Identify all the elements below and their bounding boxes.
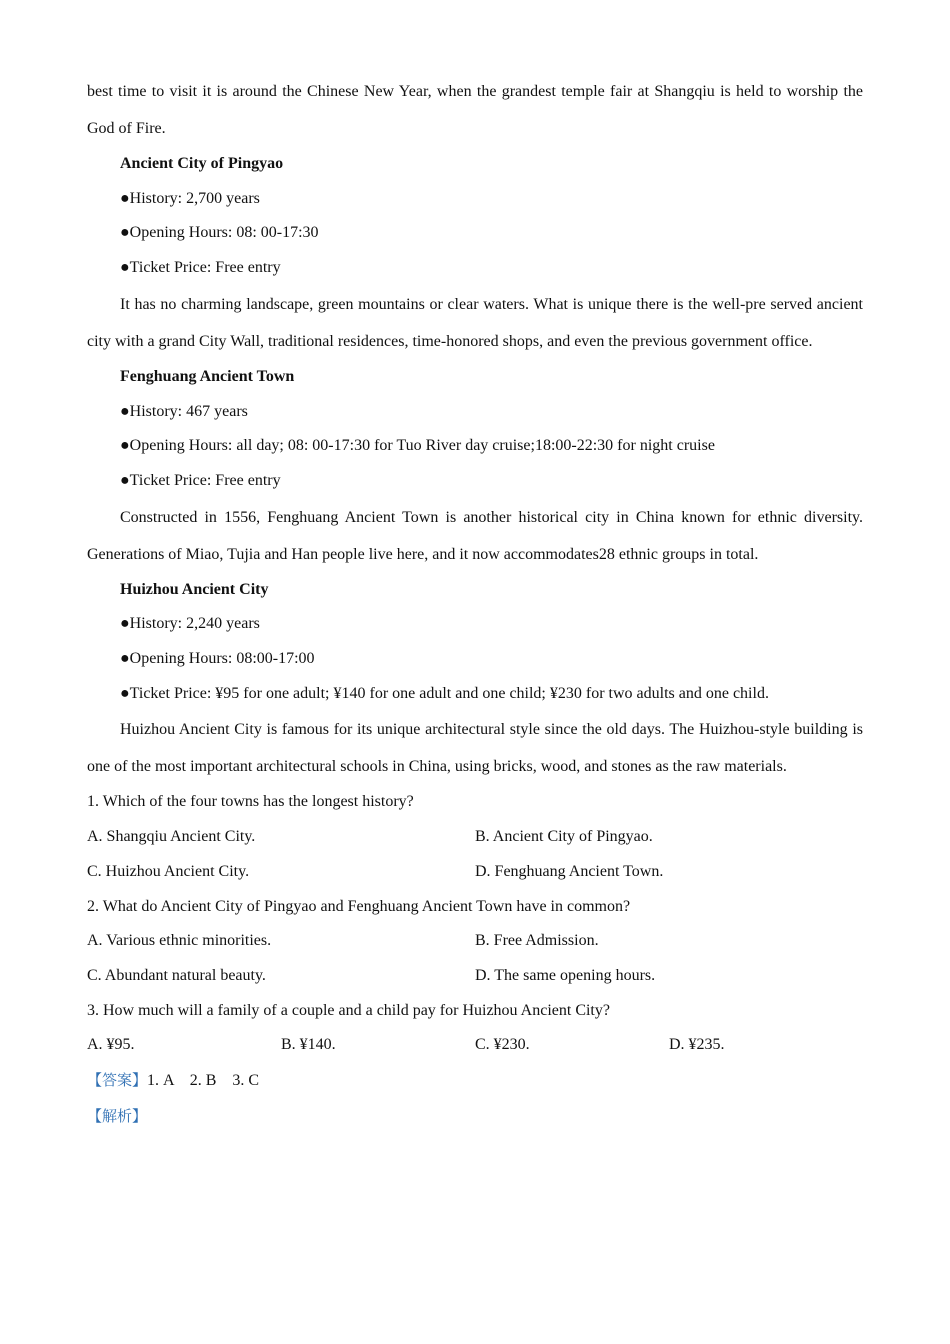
question-2-options-row2 — [87, 959, 863, 994]
question-2-option-b: B. Free Admission. — [475, 932, 599, 950]
fenghuang-hours: ●Opening Hours: all day; 08: 00-17:30 for Tuo River day cruise;18:00-22:30 for night cruise — [120, 437, 715, 455]
answer-text: 1. A 2. B 3. C — [147, 1072, 260, 1090]
question-1-options-row2 — [87, 855, 863, 890]
analysis-line — [87, 1099, 863, 1135]
question-2-options — [87, 924, 863, 959]
question-2-option-a: A. Various ethnic minorities. — [87, 932, 272, 950]
pingyao-history: ●History: 2,700 years — [120, 189, 260, 207]
huizhou-hours: ●Opening Hours: 08:00-17:00 — [120, 650, 315, 668]
pingyao-price: ●Ticket Price: Free entry — [120, 259, 281, 277]
huizhou-history: ●History: 2,240 years — [120, 615, 260, 633]
intro-paragraph: best time to visit it is around the Chinese New Year, when the grandest temple fair at Shangqiu is held to worship the God of Fire. — [87, 83, 863, 137]
question-1-option-a: A. Shangqiu Ancient City. — [87, 828, 256, 846]
question-2-option-c: C. Abundant natural beauty. — [87, 966, 266, 984]
fenghuang-history: ●History: 467 years — [120, 402, 248, 420]
document-page — [87, 73, 863, 1134]
question-1-option-b: B. Ancient City of Pingyao. — [475, 828, 653, 846]
question-3-option-a: A. ¥95. — [87, 1036, 135, 1054]
question-1-option-d: D. Fenghuang Ancient Town. — [475, 862, 664, 880]
huizhou-price: ●Ticket Price: ¥95 for one adult; ¥140 for one adult and one child; ¥230 for two adults and one child. — [120, 684, 769, 702]
question-1: 1. Which of the four towns has the longest history? — [87, 793, 414, 811]
analysis-label: 【解析】 — [87, 1106, 148, 1125]
question-1-option-c: C. Huizhou Ancient City. — [87, 862, 250, 880]
pingyao-description: It has no charming landscape, green mountains or clear waters. What is unique there is the well-pre served ancient city with a grand City Wall, traditional residences, time-honored shops, and even the previous government office. — [87, 295, 863, 350]
fenghuang-title: Fenghuang Ancient Town — [120, 367, 295, 385]
question-3-options — [87, 1028, 863, 1063]
question-3-option-d: D. ¥235. — [669, 1036, 725, 1054]
answer-label: 【答案】 — [87, 1071, 148, 1090]
question-3-option-b: B. ¥140. — [281, 1036, 336, 1054]
fenghuang-price: ●Ticket Price: Free entry — [120, 471, 281, 489]
question-2: 2. What do Ancient City of Pingyao and Fenghuang Ancient Town have in common? — [87, 897, 631, 915]
answer-line — [87, 1063, 863, 1099]
question-2-option-d: D. The same opening hours. — [475, 966, 656, 984]
pingyao-title: Ancient City of Pingyao — [120, 155, 284, 172]
pingyao-hours: ●Opening Hours: 08: 00-17:30 — [120, 224, 319, 242]
question-1-options — [87, 820, 863, 855]
question-3-option-c: C. ¥230. — [475, 1036, 530, 1054]
fenghuang-description: Constructed in 1556, Fenghuang Ancient Town is another historical city in China known for ethnic diversity. Generations of Miao, Tujia and Han people live here, and it now accommodates28 ethnic groups in total. — [87, 508, 863, 563]
huizhou-title: Huizhou Ancient City — [120, 580, 269, 598]
huizhou-description: Huizhou Ancient City is famous for its unique architectural style since the old days. The Huizhou-style building is one of the most important architectural schools in China, using bricks, wood, and stones as the raw materials. — [87, 721, 863, 776]
question-3: 3. How much will a family of a couple and a child pay for Huizhou Ancient City? — [87, 1001, 610, 1019]
